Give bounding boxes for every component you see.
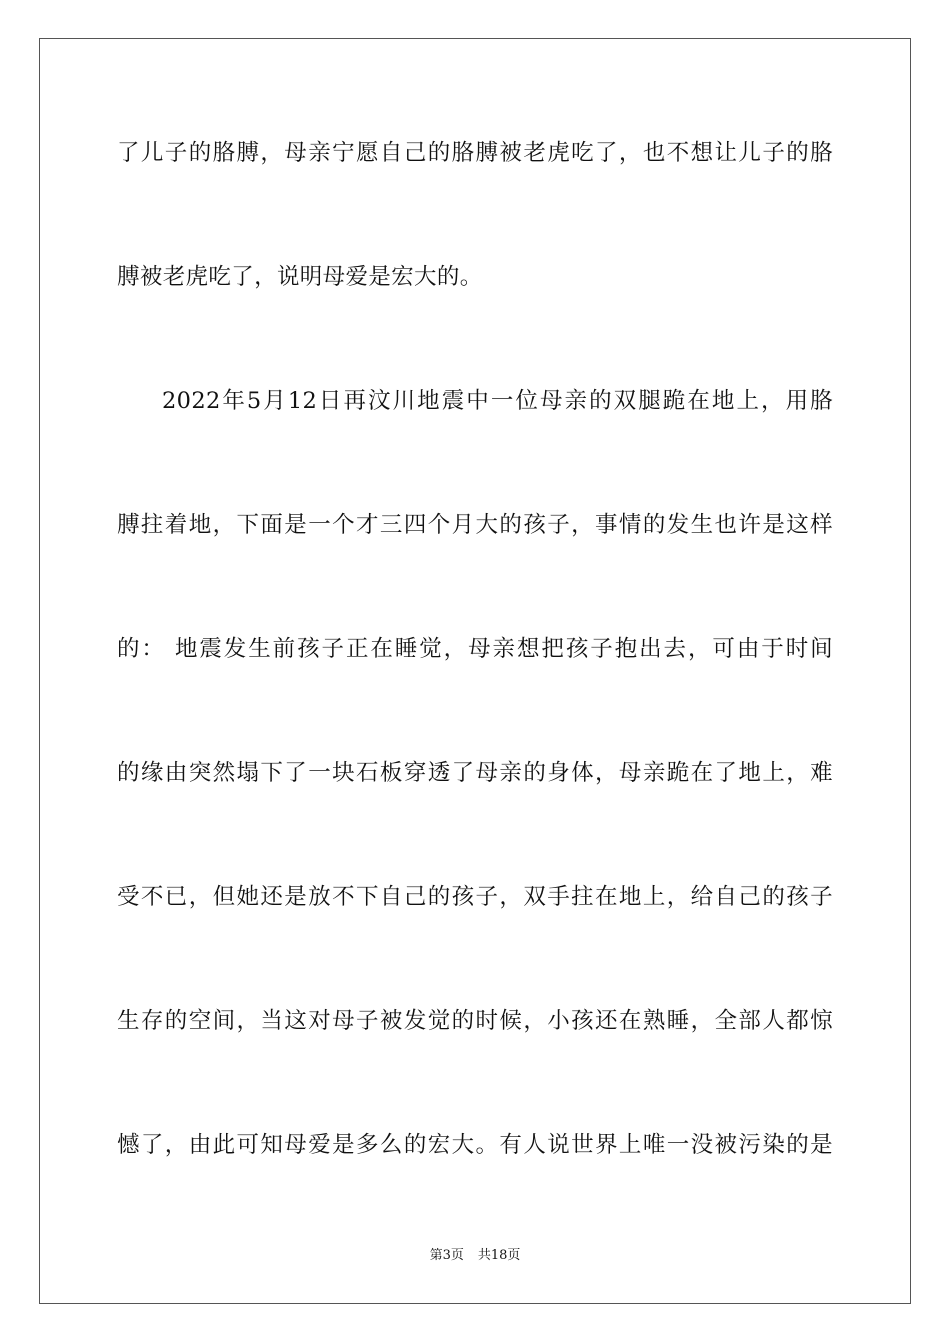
text-line: 憾了，由此可知母爱是多么的宏大。有人说世界上唯一没被污染的是 (117, 1132, 833, 1158)
page-border (39, 38, 911, 1304)
text-line: 的： 地震发生前孩子正在睡觉，母亲想把孩子抱出去，可由于时间 (117, 636, 833, 662)
page-number: 第3页 (429, 1248, 464, 1263)
text-line: 了儿子的胳膊，母亲宁愿自己的胳膊被老虎吃了，也不想让儿子的胳 (117, 140, 833, 166)
text-line: 膊被老虎吃了，说明母爱是宏大的。 (117, 264, 483, 290)
text-line: 受不已，但她还是放不下自己的孩子，双手拄在地上，给自己的孩子 (117, 884, 833, 910)
page-footer (0, 1247, 950, 1265)
text-line: 生存的空间，当这对母子被发觉的时候，小孩还在熟睡，全部人都惊 (117, 1008, 833, 1034)
page-total: 共18页 (477, 1248, 521, 1263)
paragraph-first-line: 2022年5月12日再汶川地震中一位母亲的双腿跪在地上，用胳 (162, 388, 833, 414)
text-line: 的缘由突然塌下了一块石板穿透了母亲的身体，母亲跪在了地上，难 (117, 760, 833, 786)
text-line: 膊拄着地，下面是一个才三四个月大的孩子，事情的发生也许是这样 (117, 512, 833, 538)
